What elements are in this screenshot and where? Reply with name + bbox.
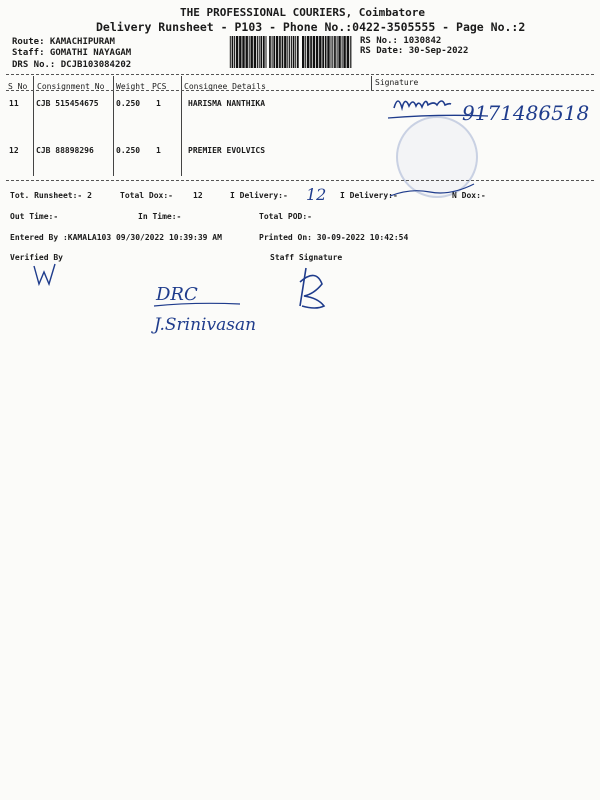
signature-scribble <box>388 182 478 200</box>
row-pcs: 1 <box>156 99 161 108</box>
svg-text:J.Srinivasan: J.Srinivasan <box>154 315 257 335</box>
rs-number: RS No.: 1030842 <box>360 36 442 46</box>
col-signature: Signature <box>375 78 419 87</box>
barcode <box>228 36 352 68</box>
tot-runsheet: Tot. Runsheet:- 2 <box>10 191 92 200</box>
company-title: THE PROFESSIONAL COURIERS, Coimbatore <box>180 6 426 19</box>
route-label: Route: KAMACHIPURAM <box>12 37 115 47</box>
entered-by: Entered By :KAMALA103 09/30/2022 10:39:39 AM <box>10 233 222 242</box>
row-consignee: HARISMA NANTHIKA <box>188 99 266 108</box>
total-pod: Total POD:- <box>259 212 312 221</box>
rs-date: RS Date: 30-Sep-2022 <box>360 46 469 56</box>
printed-on: Printed On: 30-09-2022 10:42:54 <box>259 233 409 242</box>
table-bottom-rule <box>6 180 594 181</box>
row-consignee: PREMIER EVOLVICS <box>188 146 266 155</box>
in-time: In Time:- <box>138 212 182 221</box>
table-top-rule <box>6 74 594 75</box>
staff-signature-label: Staff Signature <box>270 253 343 262</box>
svg-text:DRC: DRC <box>156 284 198 305</box>
staff-signature-mark <box>288 262 338 312</box>
col-divider <box>181 76 182 176</box>
staff-name-handwriting <box>150 306 290 342</box>
verifier-initial <box>30 262 60 288</box>
recipient-phone: 9171486518 <box>462 101 590 125</box>
staff-label: Staff: GOMATHI NAYAGAM <box>12 48 132 58</box>
n-dox-label: N Dox:- <box>452 191 486 200</box>
col-divider <box>33 76 34 176</box>
total-dox-value: 12 <box>193 191 203 200</box>
non-delivery-label: I Delivery:- <box>340 191 398 200</box>
row-weight: 0.250 <box>116 99 141 108</box>
col-weight: Weight <box>116 82 145 91</box>
row-consignment: CJB 515454675 <box>36 99 99 108</box>
out-time: Out Time:- <box>10 212 59 221</box>
delivery-label: I Delivery:- <box>230 191 288 200</box>
recipient-signature <box>380 86 590 146</box>
row-sno: 11 <box>9 99 19 108</box>
col-sno: S No <box>8 82 28 91</box>
total-dox-label: Total Dox:- <box>120 191 173 200</box>
col-divider <box>371 76 372 90</box>
delivery-handwritten <box>302 184 342 204</box>
col-consignee: Consignee Details <box>184 82 266 91</box>
verified-by: Verified By <box>10 253 63 262</box>
row-sno: 12 <box>9 146 19 155</box>
runsheet-title: Delivery Runsheet - P103 - Phone No.:0422-3505555 - Page No.:2 <box>96 20 526 34</box>
row-pcs: 1 <box>156 146 161 155</box>
col-pcs: PCS <box>152 82 167 91</box>
col-divider <box>113 76 114 176</box>
col-consignment: Consignment No <box>37 82 105 91</box>
row-consignment: CJB 88898296 <box>36 146 94 155</box>
row-weight: 0.250 <box>116 146 141 155</box>
drs-number: DRS No.: DCJB103084202 <box>12 60 132 70</box>
svg-text:12: 12 <box>306 185 327 204</box>
